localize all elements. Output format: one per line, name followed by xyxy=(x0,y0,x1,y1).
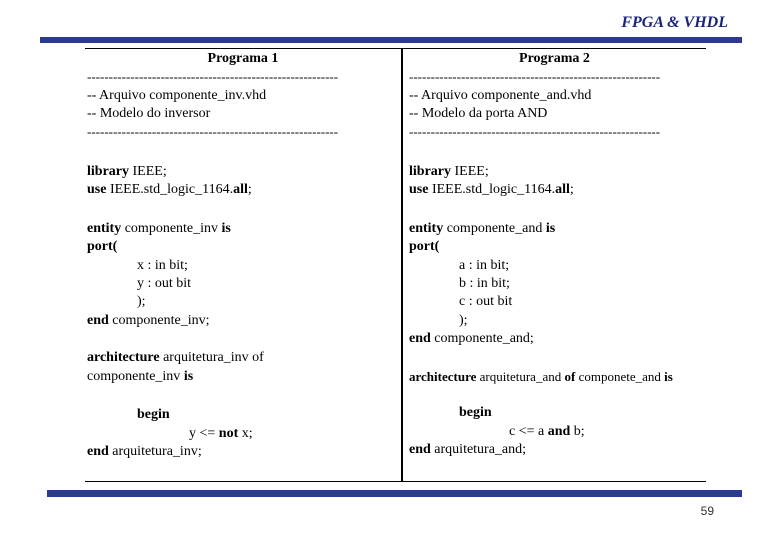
keyword: is xyxy=(545,221,556,236)
code-line-port-item: x : in bit; xyxy=(137,258,188,273)
comment-line: -- Modelo do inversor xyxy=(87,106,211,121)
code-text: ; xyxy=(247,182,252,197)
code-text: componente_inv xyxy=(87,369,184,384)
code-line-assign xyxy=(189,425,253,443)
code-text: arquitetura_and; xyxy=(430,442,527,457)
code-line-library xyxy=(87,163,167,181)
code-line-end-arch xyxy=(87,443,202,461)
code-line-port-item: b : in bit; xyxy=(459,276,510,291)
code-line-entity xyxy=(87,220,231,238)
program-1-column xyxy=(85,49,401,481)
code-text: IEEE.std_logic_1164. xyxy=(106,182,234,197)
code-text: c <= a xyxy=(509,424,548,439)
dash-line-bottom: ---------------------------------------------------------- xyxy=(87,124,339,139)
code-text: IEEE; xyxy=(129,164,167,179)
code-text: IEEE; xyxy=(451,164,489,179)
code-line-begin: begin xyxy=(137,407,170,422)
comment-line: -- Modelo da porta AND xyxy=(409,106,548,121)
keyword: entity xyxy=(409,221,444,236)
keyword: architecture xyxy=(87,350,160,365)
keyword: all xyxy=(555,182,570,197)
keyword: of xyxy=(564,369,576,384)
dash-line-top: ---------------------------------------------------------- xyxy=(409,69,661,84)
code-line-use xyxy=(409,181,574,199)
keyword: use xyxy=(87,182,107,197)
code-text: IEEE.std_logic_1164. xyxy=(428,182,556,197)
keyword: library xyxy=(409,164,451,179)
code-line-architecture xyxy=(87,349,264,367)
keyword: end xyxy=(87,313,109,328)
keyword: all xyxy=(233,182,248,197)
code-text: b; xyxy=(570,424,585,439)
code-text: componente_inv xyxy=(121,221,222,236)
code-line-entity xyxy=(409,220,555,238)
code-line-port-item: y : out bit xyxy=(137,276,192,291)
page-number: 59 xyxy=(700,504,714,518)
keyword: library xyxy=(87,164,129,179)
code-text: arquitetura_inv of xyxy=(159,350,264,365)
code-comparison-table xyxy=(85,48,706,482)
code-text: ; xyxy=(569,182,574,197)
code-text: y <= xyxy=(189,426,219,441)
code-line-library xyxy=(409,163,489,181)
keyword: use xyxy=(409,182,429,197)
code-line-end-entity xyxy=(409,330,534,348)
code-text: componente_and xyxy=(443,221,546,236)
keyword: and xyxy=(547,424,571,439)
keyword: entity xyxy=(87,221,122,236)
keyword: is xyxy=(664,369,673,384)
code-line-end-arch xyxy=(409,441,526,459)
code-line-end-entity xyxy=(87,312,210,330)
keyword: end xyxy=(409,442,431,457)
code-line-architecture xyxy=(409,368,673,386)
code-text: x; xyxy=(238,426,253,441)
keyword: architecture xyxy=(409,369,477,384)
code-line-port: port( xyxy=(409,239,440,254)
code-text: arquitetura_and xyxy=(476,369,565,384)
program-1-title: Programa 1 xyxy=(207,51,279,66)
comment-line: -- Arquivo componente_inv.vhd xyxy=(87,88,267,103)
code-text: componete_and xyxy=(575,369,665,384)
code-line-port-item: c : out bit xyxy=(459,294,513,309)
keyword: is xyxy=(183,369,194,384)
keyword: not xyxy=(218,426,239,441)
code-line-port-close: ); xyxy=(459,313,468,328)
keyword: is xyxy=(221,221,231,236)
top-divider-bar xyxy=(40,37,742,43)
bottom-divider-bar xyxy=(47,490,742,497)
code-text: arquitetura_inv; xyxy=(108,444,202,459)
dash-line-bottom: ---------------------------------------------------------- xyxy=(409,124,661,139)
code-text: componente_and; xyxy=(430,331,534,346)
keyword: end xyxy=(409,331,431,346)
code-line-port-close: ); xyxy=(137,294,146,309)
code-text: componente_inv; xyxy=(108,313,210,328)
comment-line: -- Arquivo componente_and.vhd xyxy=(409,88,592,103)
program-2-title: Programa 2 xyxy=(519,51,590,66)
code-line-assign xyxy=(509,423,585,441)
slide-title: FPGA & VHDL xyxy=(621,14,728,31)
code-line-use xyxy=(87,181,252,199)
code-line-port: port( xyxy=(87,239,118,254)
keyword: end xyxy=(87,444,109,459)
dash-line-top: ---------------------------------------------------------- xyxy=(87,69,339,84)
program-2-column xyxy=(403,49,706,481)
code-line-begin: begin xyxy=(459,405,492,420)
code-line-architecture-cont xyxy=(87,368,193,386)
code-line-port-item: a : in bit; xyxy=(459,258,510,273)
